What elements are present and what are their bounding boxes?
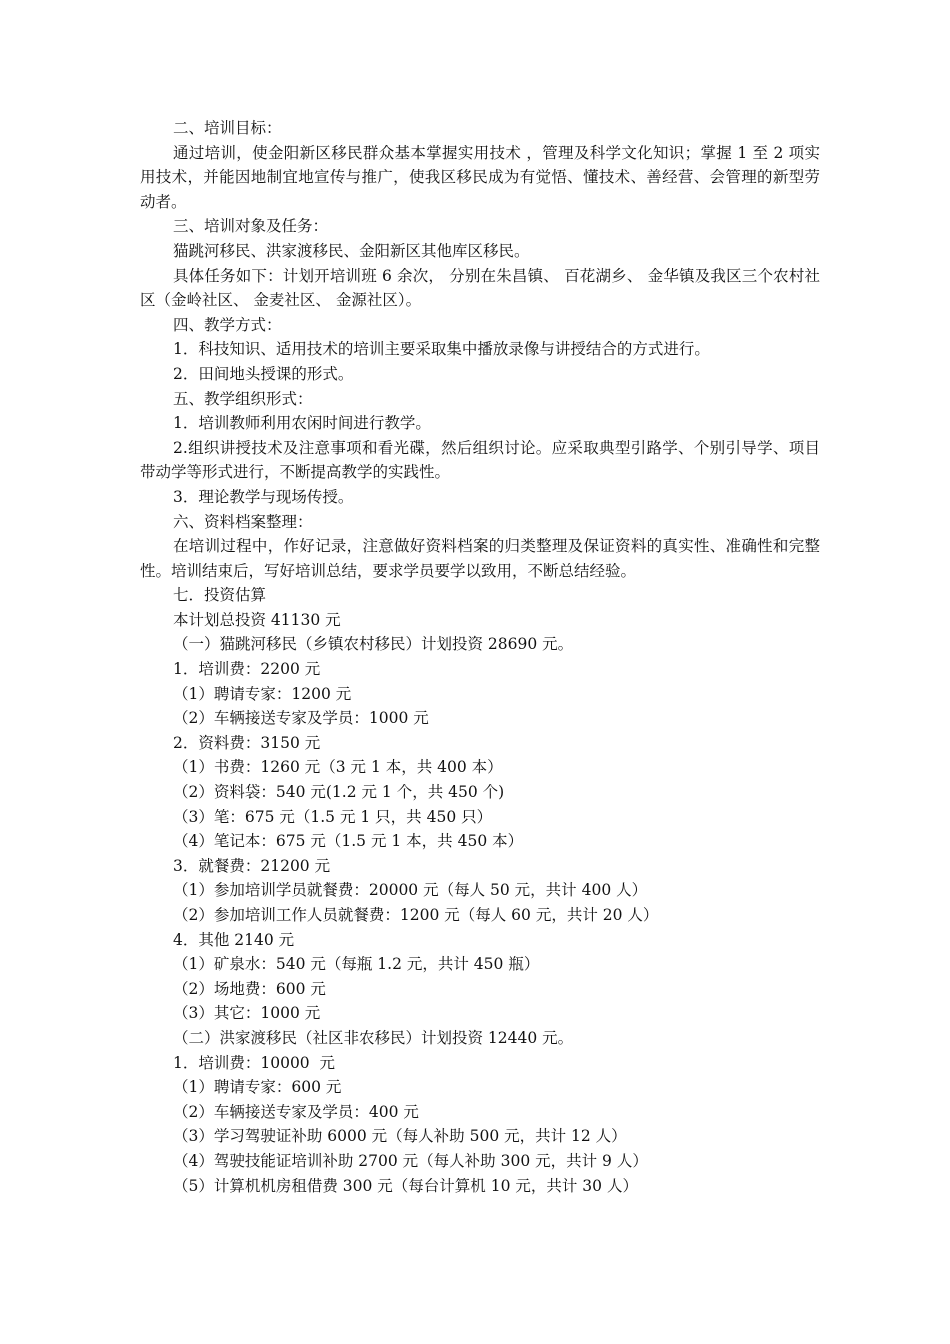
text-line: （2）车辆接送专家及学员：1000 元 [173, 709, 429, 728]
text-line: （1）聘请专家：1200 元 [173, 684, 352, 703]
text-line: 3．理论教学与现场传授。 [173, 487, 354, 506]
text-line: （1）书费：1260 元（3 元 1 本，共 400 本） [173, 758, 503, 777]
text-line: 2．资料费：3150 元 [173, 733, 321, 752]
text-line: 1．培训费：10000 元 [173, 1053, 336, 1072]
text-line: 三、培训对象及任务： [173, 217, 329, 236]
text-line: （2）场地费：600 元 [173, 979, 326, 998]
text-line: （3）学习驾驶证补助 6000 元（每人补助 500 元，共计 12 人） [173, 1127, 627, 1146]
text-line: （1）聘请专家：600 元 [173, 1078, 342, 1097]
text-line: （3）其它：1000 元 [173, 1004, 321, 1023]
text-line: （一）猫跳河移民（乡镇农村移民）计划投资 28690 元。 [173, 635, 574, 654]
text-line: 4．其他 2140 元 [173, 930, 295, 949]
document-body [140, 116, 820, 1198]
text-line: （2）车辆接送专家及学员：400 元 [173, 1102, 419, 1121]
text-line: （3）笔：675 元（1.5 元 1 只，共 450 只） [173, 807, 493, 826]
text-line: 四、教学方式： [173, 315, 282, 334]
paragraph: 通过培训，使金阳新区移民群众基本掌握实用技术 ，管理及科学文化知识；掌握 1 至 2 项实用技术，并能因地制宜地宣传与推广，使我区移民成为有觉悟、懂技术、善经营、会管理的新型劳动者。 [140, 143, 820, 211]
text-line: 3．就餐费：21200 元 [173, 856, 331, 875]
text-line: 1．培训教师利用农闲时间进行教学。 [173, 414, 431, 433]
paragraph: 2.组织讲授技术及注意事项和看光碟，然后组织讨论。应采取典型引路学、个别引导学、项目带动学等形式进行，不断提高教学的实践性。 [140, 438, 820, 482]
text-line: （5）计算机机房租借费 300 元（每台计算机 10 元，共计 30 人） [173, 1176, 638, 1195]
text-line: （4）驾驶技能证培训补助 2700 元（每人补助 300 元，共计 9 人） [173, 1151, 648, 1170]
text-line: （1）矿泉水：540 元（每瓶 1.2 元，共计 450 瓶） [173, 955, 540, 974]
text-line: 六、资料档案整理： [173, 512, 313, 531]
text-line: 1．科技知识、适用技术的培训主要采取集中播放录像与讲授结合的方式进行。 [173, 340, 710, 359]
text-line: （4）笔记本：675 元（1.5 元 1 本，共 450 本） [173, 832, 524, 851]
text-line: （1）参加培训学员就餐费：20000 元（每人 50 元，共计 400 人） [173, 881, 648, 900]
paragraph: 具体任务如下：计划开培训班 6 余次， 分别在朱昌镇、 百花湖乡、 金华镇及我区三个农村社区（金岭社区、 金麦社区、 金源社区）。 [140, 266, 820, 310]
text-line: 五、教学组织形式： [173, 389, 313, 408]
text-line: 猫跳河移民、洪家渡移民、金阳新区其他库区移民。 [173, 241, 530, 260]
text-line: 1．培训费：2200 元 [173, 660, 321, 679]
text-line: 二、培训目标： [173, 119, 282, 137]
text-line: 2．田间地头授课的形式。 [173, 364, 354, 383]
text-line: 七．投资估算 [173, 586, 267, 605]
paragraph: 在培训过程中，作好记录，注意做好资料档案的归类整理及保证资料的真实性、准确性和完整性。培训结束后，写好培训总结，要求学员要学以致用，不断总结经验。 [140, 537, 820, 580]
text-line: 本计划总投资 41130 元 [173, 610, 341, 629]
text-line: （2）资料袋：540 元(1.2 元 1 个，共 450 个) [173, 783, 505, 802]
text-line: （二）洪家渡移民（社区非农移民）计划投资 12440 元。 [173, 1028, 574, 1047]
text-line: （2）参加培训工作人员就餐费：1200 元（每人 60 元，共计 20 人） [173, 906, 659, 924]
